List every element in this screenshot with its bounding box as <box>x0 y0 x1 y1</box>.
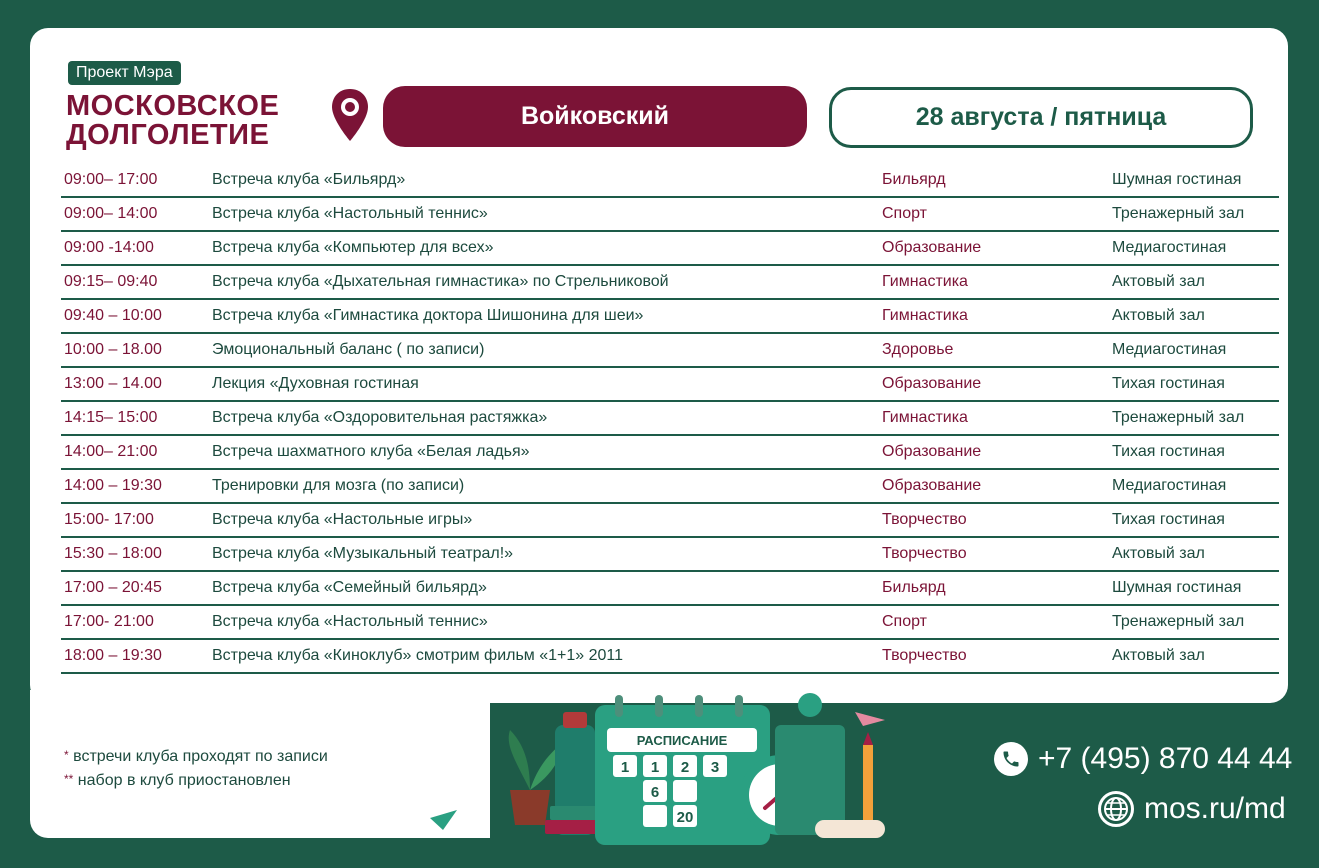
schedule-title: Встреча клуба «Музыкальный театрал!» <box>209 537 879 571</box>
schedule-category: Образование <box>879 231 1109 265</box>
schedule-category: Образование <box>879 435 1109 469</box>
schedule-time: 09:40 – 10:00 <box>61 299 209 333</box>
note-2 <box>64 772 291 790</box>
note-2-text: набор в клуб приостановлен <box>77 772 291 789</box>
schedule-title: Тренировки для мозга (по записи) <box>209 469 879 503</box>
schedule-room: Актовый зал <box>1109 639 1279 673</box>
schedule-category: Образование <box>879 469 1109 503</box>
globe-icon <box>1098 791 1134 827</box>
schedule-title: Встреча клуба «Настольный теннис» <box>209 605 879 639</box>
schedule-category: Творчество <box>879 537 1109 571</box>
schedule-room: Актовый зал <box>1109 537 1279 571</box>
schedule-category: Гимнастика <box>879 401 1109 435</box>
schedule-category: Творчество <box>879 503 1109 537</box>
schedule-category: Гимнастика <box>879 299 1109 333</box>
schedule-room: Тренажерный зал <box>1109 197 1279 231</box>
schedule-title: Встреча клуба «Компьютер для всех» <box>209 231 879 265</box>
note-1-mark: * <box>64 748 69 762</box>
schedule-time: 18:00 – 19:30 <box>61 639 209 673</box>
schedule-time: 14:00– 21:00 <box>61 435 209 469</box>
schedule-room: Медиагостиная <box>1109 469 1279 503</box>
schedule-title: Встреча клуба «Настольный теннис» <box>209 197 879 231</box>
schedule-room: Шумная гостиная <box>1109 164 1279 197</box>
schedule-row <box>61 503 1279 537</box>
calendar-cell: 20 <box>676 809 694 826</box>
schedule-category: Бильярд <box>879 164 1109 197</box>
schedule-body <box>61 164 1279 673</box>
schedule-row <box>61 537 1279 571</box>
site-url: mos.ru/md <box>1144 792 1286 825</box>
logo <box>66 92 279 150</box>
calendar-cell: 1 <box>620 759 630 776</box>
schedule-row <box>61 469 1279 503</box>
schedule-room: Актовый зал <box>1109 299 1279 333</box>
date-label: 28 августа / пятница <box>829 87 1253 148</box>
schedule-room: Тихая гостиная <box>1109 435 1279 469</box>
schedule-title: Встреча клуба «Оздоровительная растяжка» <box>209 401 879 435</box>
schedule-room: Шумная гостиная <box>1109 571 1279 605</box>
logo-line1: МОСКОВСКОЕ <box>66 90 280 122</box>
schedule-time: 09:15– 09:40 <box>61 265 209 299</box>
note-2-mark: ** <box>64 772 74 786</box>
schedule-room: Медиагостиная <box>1109 231 1279 265</box>
schedule-row <box>61 571 1279 605</box>
schedule-time: 14:15– 15:00 <box>61 401 209 435</box>
schedule-title: Встреча клуба «Дыхательная гимнастика» по Стрельниковой <box>209 265 879 299</box>
schedule-title: Эмоциональный баланс ( по записи) <box>209 333 879 367</box>
schedule-time: 14:00 – 19:30 <box>61 469 209 503</box>
schedule-time: 13:00 – 14.00 <box>61 367 209 401</box>
schedule-illustration <box>415 670 915 850</box>
schedule-room: Тихая гостиная <box>1109 503 1279 537</box>
schedule-room: Тренажерный зал <box>1109 605 1279 639</box>
schedule-table <box>61 164 1279 674</box>
schedule-room: Актовый зал <box>1109 265 1279 299</box>
schedule-row <box>61 435 1279 469</box>
phone-contact[interactable] <box>994 742 1292 776</box>
schedule-title: Встреча клуба «Бильярд» <box>209 164 879 197</box>
schedule-title: Встреча клуба «Киноклуб» смотрим фильм «1+1» 2011 <box>209 639 879 673</box>
schedule-row <box>61 333 1279 367</box>
schedule-row <box>61 164 1279 197</box>
schedule-title: Встреча шахматного клуба «Белая ладья» <box>209 435 879 469</box>
schedule-title: Встреча клуба «Гимнастика доктора Шишонина для шеи» <box>209 299 879 333</box>
schedule-category: Здоровье <box>879 333 1109 367</box>
schedule-category: Спорт <box>879 605 1109 639</box>
schedule-row <box>61 299 1279 333</box>
schedule-title: Встреча клуба «Настольные игры» <box>209 503 879 537</box>
calendar-cell: 6 <box>650 784 660 801</box>
calendar-label: РАСПИСАНИЕ <box>636 733 728 748</box>
district-label: Войковский <box>383 86 807 147</box>
schedule-time: 10:00 – 18.00 <box>61 333 209 367</box>
schedule-category: Спорт <box>879 197 1109 231</box>
schedule-time: 09:00 -14:00 <box>61 231 209 265</box>
location-pin-icon <box>330 87 370 143</box>
schedule-category: Бильярд <box>879 571 1109 605</box>
note-1-text: встречи клуба проходят по записи <box>73 748 328 765</box>
schedule-room: Медиагостиная <box>1109 333 1279 367</box>
schedule-time: 17:00 – 20:45 <box>61 571 209 605</box>
phone-number: +7 (495) 870 44 44 <box>1038 742 1293 775</box>
schedule-title: Лекция «Духовная гостиная <box>209 367 879 401</box>
logo-line2: ДОЛГОЛЕТИЕ <box>66 119 270 151</box>
schedule-time: 09:00– 14:00 <box>61 197 209 231</box>
schedule-row <box>61 639 1279 673</box>
schedule-title: Встреча клуба «Семейный бильярд» <box>209 571 879 605</box>
schedule-row <box>61 265 1279 299</box>
schedule-time: 15:00- 17:00 <box>61 503 209 537</box>
schedule-row <box>61 231 1279 265</box>
schedule-row <box>61 197 1279 231</box>
schedule-room: Тихая гостиная <box>1109 367 1279 401</box>
schedule-row <box>61 605 1279 639</box>
schedule-row <box>61 367 1279 401</box>
schedule-room: Тренажерный зал <box>1109 401 1279 435</box>
calendar-cell: 3 <box>710 759 720 776</box>
schedule-category: Творчество <box>879 639 1109 673</box>
schedule-time: 17:00- 21:00 <box>61 605 209 639</box>
schedule-category: Гимнастика <box>879 265 1109 299</box>
site-contact[interactable] <box>1098 791 1286 827</box>
schedule-time: 15:30 – 18:00 <box>61 537 209 571</box>
project-badge: Проект Мэра <box>68 61 181 85</box>
calendar-cell: 2 <box>680 759 690 776</box>
schedule-row <box>61 401 1279 435</box>
calendar-cell: 1 <box>650 759 660 776</box>
schedule-category: Образование <box>879 367 1109 401</box>
schedule-time: 09:00– 17:00 <box>61 164 209 197</box>
phone-icon <box>994 742 1028 776</box>
note-1 <box>64 748 328 766</box>
